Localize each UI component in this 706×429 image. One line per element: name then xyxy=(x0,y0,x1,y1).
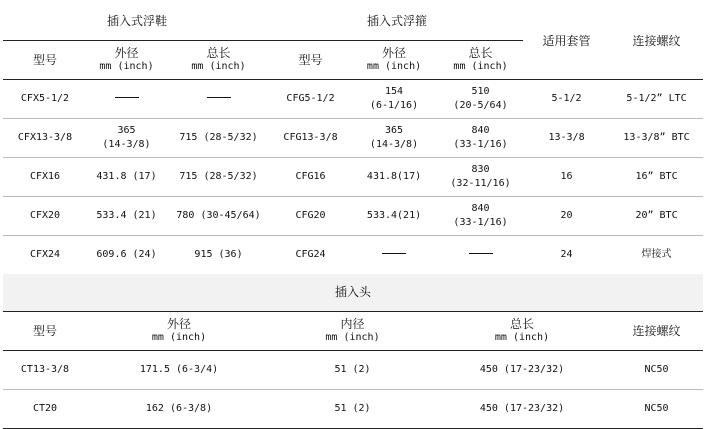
head-model-cell: CT20 xyxy=(3,389,87,428)
value-main: 154 xyxy=(384,85,404,97)
insert-head-rows xyxy=(3,350,703,428)
group-float-shoe: 插入式浮鞋 xyxy=(3,3,271,40)
shoe-od-cell: 533.4 (21) xyxy=(87,196,166,235)
value-main: 365 xyxy=(117,124,136,136)
col-shoe-od-label: 外径 xyxy=(114,45,139,60)
thread-cell: 焊接式 xyxy=(610,235,703,274)
collar-model-cell: CFG16 xyxy=(271,157,350,196)
insert-head-sub-header-row xyxy=(3,311,703,350)
shoe-model-cell: CFX5-1/2 xyxy=(3,79,87,118)
empty-dash xyxy=(469,253,493,254)
col-collar-od-unit: mm (inch) xyxy=(366,60,422,72)
head-od-cell: 171.5 (6-3/4) xyxy=(87,350,271,389)
casing-cell: 24 xyxy=(523,235,610,274)
head-length-cell: 450 (17-23/32) xyxy=(434,389,610,428)
col-head-od-label: 外径 xyxy=(166,316,191,331)
empty-dash xyxy=(115,97,139,98)
head-thread-cell: NC50 xyxy=(610,350,703,389)
col-shoe-len xyxy=(166,40,271,79)
empty-dash xyxy=(207,97,231,98)
table-row xyxy=(3,79,703,118)
insert-head-title: 插入头 xyxy=(3,274,703,311)
collar-length-cell xyxy=(438,79,523,118)
value-inch: (20-5/64) xyxy=(453,99,508,111)
col-head-model: 型号 xyxy=(3,311,87,350)
col-thread: 连接螺纹 xyxy=(610,3,703,79)
value-main: 365 xyxy=(384,124,404,136)
col-head-id-unit: mm (inch) xyxy=(325,331,380,343)
shoe-length-cell: 915 (36) xyxy=(166,235,271,274)
value-inch: (6-1/16) xyxy=(369,99,419,111)
thread-cell: 5-1/2” LTC xyxy=(610,79,703,118)
value-inch: (32-11/16) xyxy=(450,177,511,189)
col-collar-model: 型号 xyxy=(271,40,350,79)
head-model-cell: CT13-3/8 xyxy=(3,350,87,389)
shoe-model-cell: CFX13-3/8 xyxy=(3,118,87,157)
col-head-len-unit: mm (inch) xyxy=(494,331,550,343)
empty-dash xyxy=(382,253,406,254)
shoe-od-cell xyxy=(87,118,166,157)
col-head-id-label: 内径 xyxy=(340,316,365,331)
value-main: 510 xyxy=(471,85,490,97)
collar-od-cell xyxy=(350,79,438,118)
shoe-od-cell: 431.8 (17) xyxy=(87,157,166,196)
col-collar-len xyxy=(438,40,523,79)
head-length-cell: 450 (17-23/32) xyxy=(434,350,610,389)
col-head-od-unit: mm (inch) xyxy=(151,331,207,343)
col-head-len-label: 总长 xyxy=(509,316,534,331)
col-head-id xyxy=(271,311,434,350)
col-shoe-len-unit: mm (inch) xyxy=(191,60,246,72)
col-head-len xyxy=(434,311,610,350)
float-equipment-rows xyxy=(3,79,703,274)
head-id-cell: 51 (2) xyxy=(271,389,434,428)
col-head-od xyxy=(87,311,271,350)
shoe-model-cell: CFX20 xyxy=(3,196,87,235)
col-collar-len-unit: mm (inch) xyxy=(453,60,508,72)
table-row xyxy=(3,157,703,196)
collar-length-cell xyxy=(438,157,523,196)
shoe-model-cell: CFX24 xyxy=(3,235,87,274)
table-row xyxy=(3,118,703,157)
thread-cell: 16” BTC xyxy=(610,157,703,196)
table-row xyxy=(3,196,703,235)
casing-cell: 16 xyxy=(523,157,610,196)
col-shoe-len-label: 总长 xyxy=(206,45,231,60)
thread-cell: 13-3/8” BTC xyxy=(610,118,703,157)
value-inch: (14-3/8) xyxy=(102,138,151,150)
insert-head-table xyxy=(3,274,703,429)
shoe-length-cell: 715 (28-5/32) xyxy=(166,118,271,157)
value-main: 840 xyxy=(471,202,490,214)
shoe-length-cell: 715 (28-5/32) xyxy=(166,157,271,196)
col-head-thread: 连接螺纹 xyxy=(610,311,703,350)
insert-head-title-row xyxy=(3,274,703,311)
value-main: 840 xyxy=(471,124,490,136)
shoe-length-cell: 780 (30-45/64) xyxy=(166,196,271,235)
col-collar-len-label: 总长 xyxy=(468,45,493,60)
casing-cell: 13-3/8 xyxy=(523,118,610,157)
collar-od-cell xyxy=(350,118,438,157)
thread-cell: 20” BTC xyxy=(610,196,703,235)
shoe-model-cell: CFX16 xyxy=(3,157,87,196)
collar-length-cell xyxy=(438,118,523,157)
collar-od-cell: 533.4(21) xyxy=(350,196,438,235)
casing-cell: 20 xyxy=(523,196,610,235)
casing-cell: 5-1/2 xyxy=(523,79,610,118)
shoe-od-cell: 609.6 (24) xyxy=(87,235,166,274)
col-collar-od-label: 外径 xyxy=(382,45,407,60)
collar-model-cell: CFG24 xyxy=(271,235,350,274)
float-equipment-table xyxy=(3,3,703,275)
group-float-collar: 插入式浮箍 xyxy=(271,3,523,40)
collar-model-cell: CFG5-1/2 xyxy=(271,79,350,118)
collar-model-cell: CFG20 xyxy=(271,196,350,235)
collar-od-cell: 431.8(17) xyxy=(350,157,438,196)
collar-od-cell xyxy=(350,235,438,274)
collar-length-cell xyxy=(438,235,523,274)
shoe-od-cell xyxy=(87,79,166,118)
group-header-row xyxy=(3,3,703,40)
col-collar-od xyxy=(350,40,438,79)
head-od-cell: 162 (6-3/8) xyxy=(87,389,271,428)
collar-model-cell: CFG13-3/8 xyxy=(271,118,350,157)
table-row xyxy=(3,389,703,428)
value-main: 830 xyxy=(471,163,490,175)
value-inch: (33-1/16) xyxy=(453,138,508,150)
head-thread-cell: NC50 xyxy=(610,389,703,428)
col-shoe-model: 型号 xyxy=(3,40,87,79)
col-shoe-od xyxy=(87,40,166,79)
collar-length-cell xyxy=(438,196,523,235)
col-shoe-od-unit: mm (inch) xyxy=(99,60,154,72)
head-id-cell: 51 (2) xyxy=(271,350,434,389)
table-row xyxy=(3,235,703,274)
table-row xyxy=(3,350,703,389)
value-inch: (33-1/16) xyxy=(453,216,508,228)
value-inch: (14-3/8) xyxy=(369,138,419,150)
shoe-length-cell xyxy=(166,79,271,118)
col-casing: 适用套管 xyxy=(523,3,610,79)
